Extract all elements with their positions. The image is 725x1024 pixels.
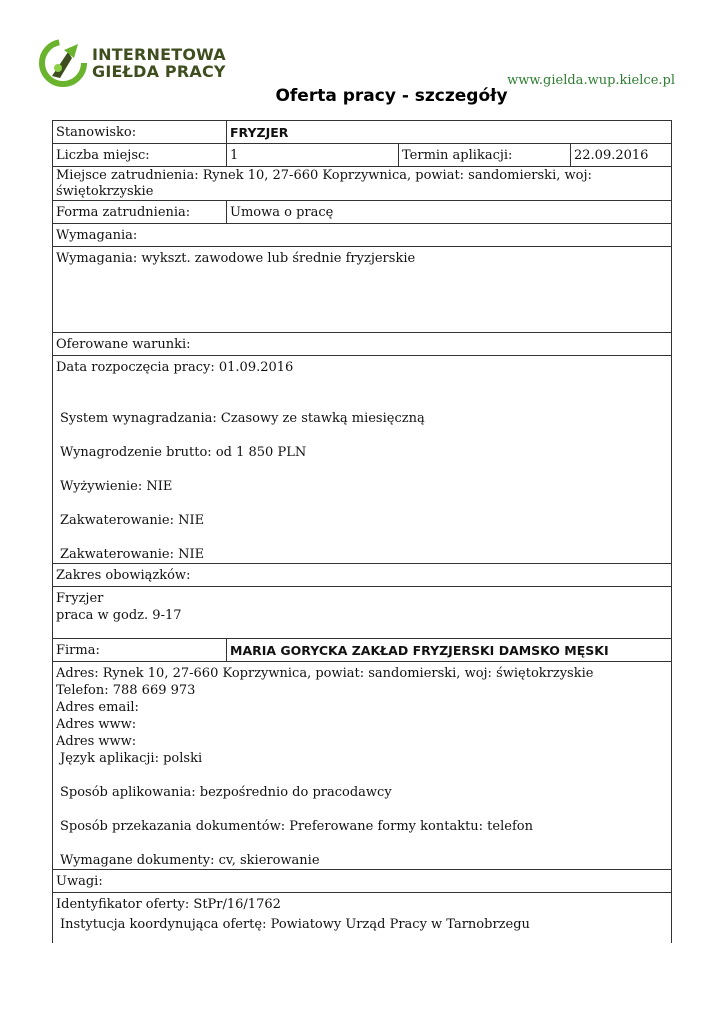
start-date: Data rozpoczęcia pracy: 01.09.2016 bbox=[56, 360, 294, 375]
logo-mark-icon bbox=[38, 38, 90, 88]
row-company-details bbox=[52, 662, 672, 870]
deadline-value: 22.09.2016 bbox=[570, 144, 671, 166]
salary: Wynagrodzenie brutto: od 1 850 PLN bbox=[60, 445, 307, 460]
offer-id: Identyfikator oferty: StPr/16/1762 bbox=[56, 897, 281, 912]
conditions-block bbox=[53, 356, 671, 563]
documents-method: Sposób przekazania dokumentów: Preferowane formy kontaktu: telefon bbox=[60, 819, 533, 834]
notes-label: Uwagi: bbox=[56, 874, 103, 889]
row-places bbox=[52, 144, 672, 167]
company-address: Adres: Rynek 10, 27-660 Koprzywnica, powiat: sandomierski, woj: świętokrzyskie bbox=[56, 666, 594, 681]
row-conditions-header bbox=[52, 333, 672, 356]
employment-label: Forma zatrudnienia: bbox=[56, 205, 191, 220]
housing-2: Zakwaterowanie: NIE bbox=[60, 547, 205, 562]
pay-system: System wynagradzania: Czasowy ze stawką miesięczną bbox=[60, 411, 425, 426]
row-employment bbox=[52, 201, 672, 224]
places-label: Liczba miejsc: bbox=[56, 148, 150, 163]
application-language: Język aplikacji: polski bbox=[60, 751, 203, 766]
company-www-1: Adres www: bbox=[56, 717, 137, 732]
duties-label: Zakres obowiązków: bbox=[56, 568, 191, 583]
meals: Wyżywienie: NIE bbox=[60, 479, 173, 494]
logo-line-2: GIEŁDA PRACY bbox=[92, 62, 226, 81]
page-title: Oferta pracy - szczegóły bbox=[275, 86, 508, 106]
company-www-2: Adres www: bbox=[56, 734, 137, 749]
row-workplace bbox=[52, 167, 672, 201]
row-requirements bbox=[52, 247, 672, 333]
conditions-label: Oferowane warunki: bbox=[56, 337, 191, 352]
row-duties-header bbox=[52, 564, 672, 587]
position-value: FRYZJER bbox=[226, 121, 671, 143]
company-label: Firma: bbox=[56, 643, 100, 658]
places-value: 1 bbox=[226, 144, 398, 166]
row-notes bbox=[52, 893, 672, 943]
requirements-text: Wymagania: wykszt. zawodowe lub średnie fryzjerskie bbox=[56, 251, 416, 266]
duties-line-1: Fryzjer bbox=[56, 591, 104, 606]
company-email: Adres email: bbox=[56, 700, 139, 715]
row-company bbox=[52, 639, 672, 662]
employment-value: Umowa o pracę bbox=[226, 201, 671, 223]
row-conditions bbox=[52, 356, 672, 564]
company-details bbox=[53, 662, 671, 869]
offer-form bbox=[52, 120, 672, 943]
duties-block bbox=[53, 587, 671, 638]
housing-1: Zakwaterowanie: NIE bbox=[60, 513, 205, 528]
site-url[interactable]: www.gielda.wup.kielce.pl bbox=[507, 73, 675, 88]
row-notes-header bbox=[52, 870, 672, 893]
deadline-label: Termin aplikacji: bbox=[398, 144, 570, 166]
row-requirements-header bbox=[52, 224, 672, 247]
company-name: MARIA GORYCKA ZAKŁAD FRYZJERSKI DAMSKO MĘSKI bbox=[226, 639, 671, 661]
apply-method: Sposób aplikowania: bezpośrednio do pracodawcy bbox=[60, 785, 392, 800]
notes-block bbox=[53, 893, 671, 943]
required-documents: Wymagane dokumenty: cv, skierowanie bbox=[60, 853, 320, 868]
requirements-label: Wymagania: bbox=[56, 228, 138, 243]
row-position bbox=[52, 120, 672, 144]
position-label: Stanowisko: bbox=[56, 125, 137, 140]
row-duties bbox=[52, 587, 672, 639]
workplace: Miejsce zatrudnienia: Rynek 10, 27-660 Koprzywnica, powiat: sandomierski, woj: świętokrzyskie bbox=[56, 168, 592, 199]
logo-text bbox=[92, 46, 226, 80]
company-phone: Telefon: 788 669 973 bbox=[56, 683, 196, 698]
coordinating-institution: Instytucja koordynująca ofertę: Powiatowy Urząd Pracy w Tarnobrzegu bbox=[60, 917, 530, 932]
logo-line-1: INTERNETOWA bbox=[92, 45, 226, 64]
duties-line-2: praca w godz. 9-17 bbox=[56, 608, 182, 623]
